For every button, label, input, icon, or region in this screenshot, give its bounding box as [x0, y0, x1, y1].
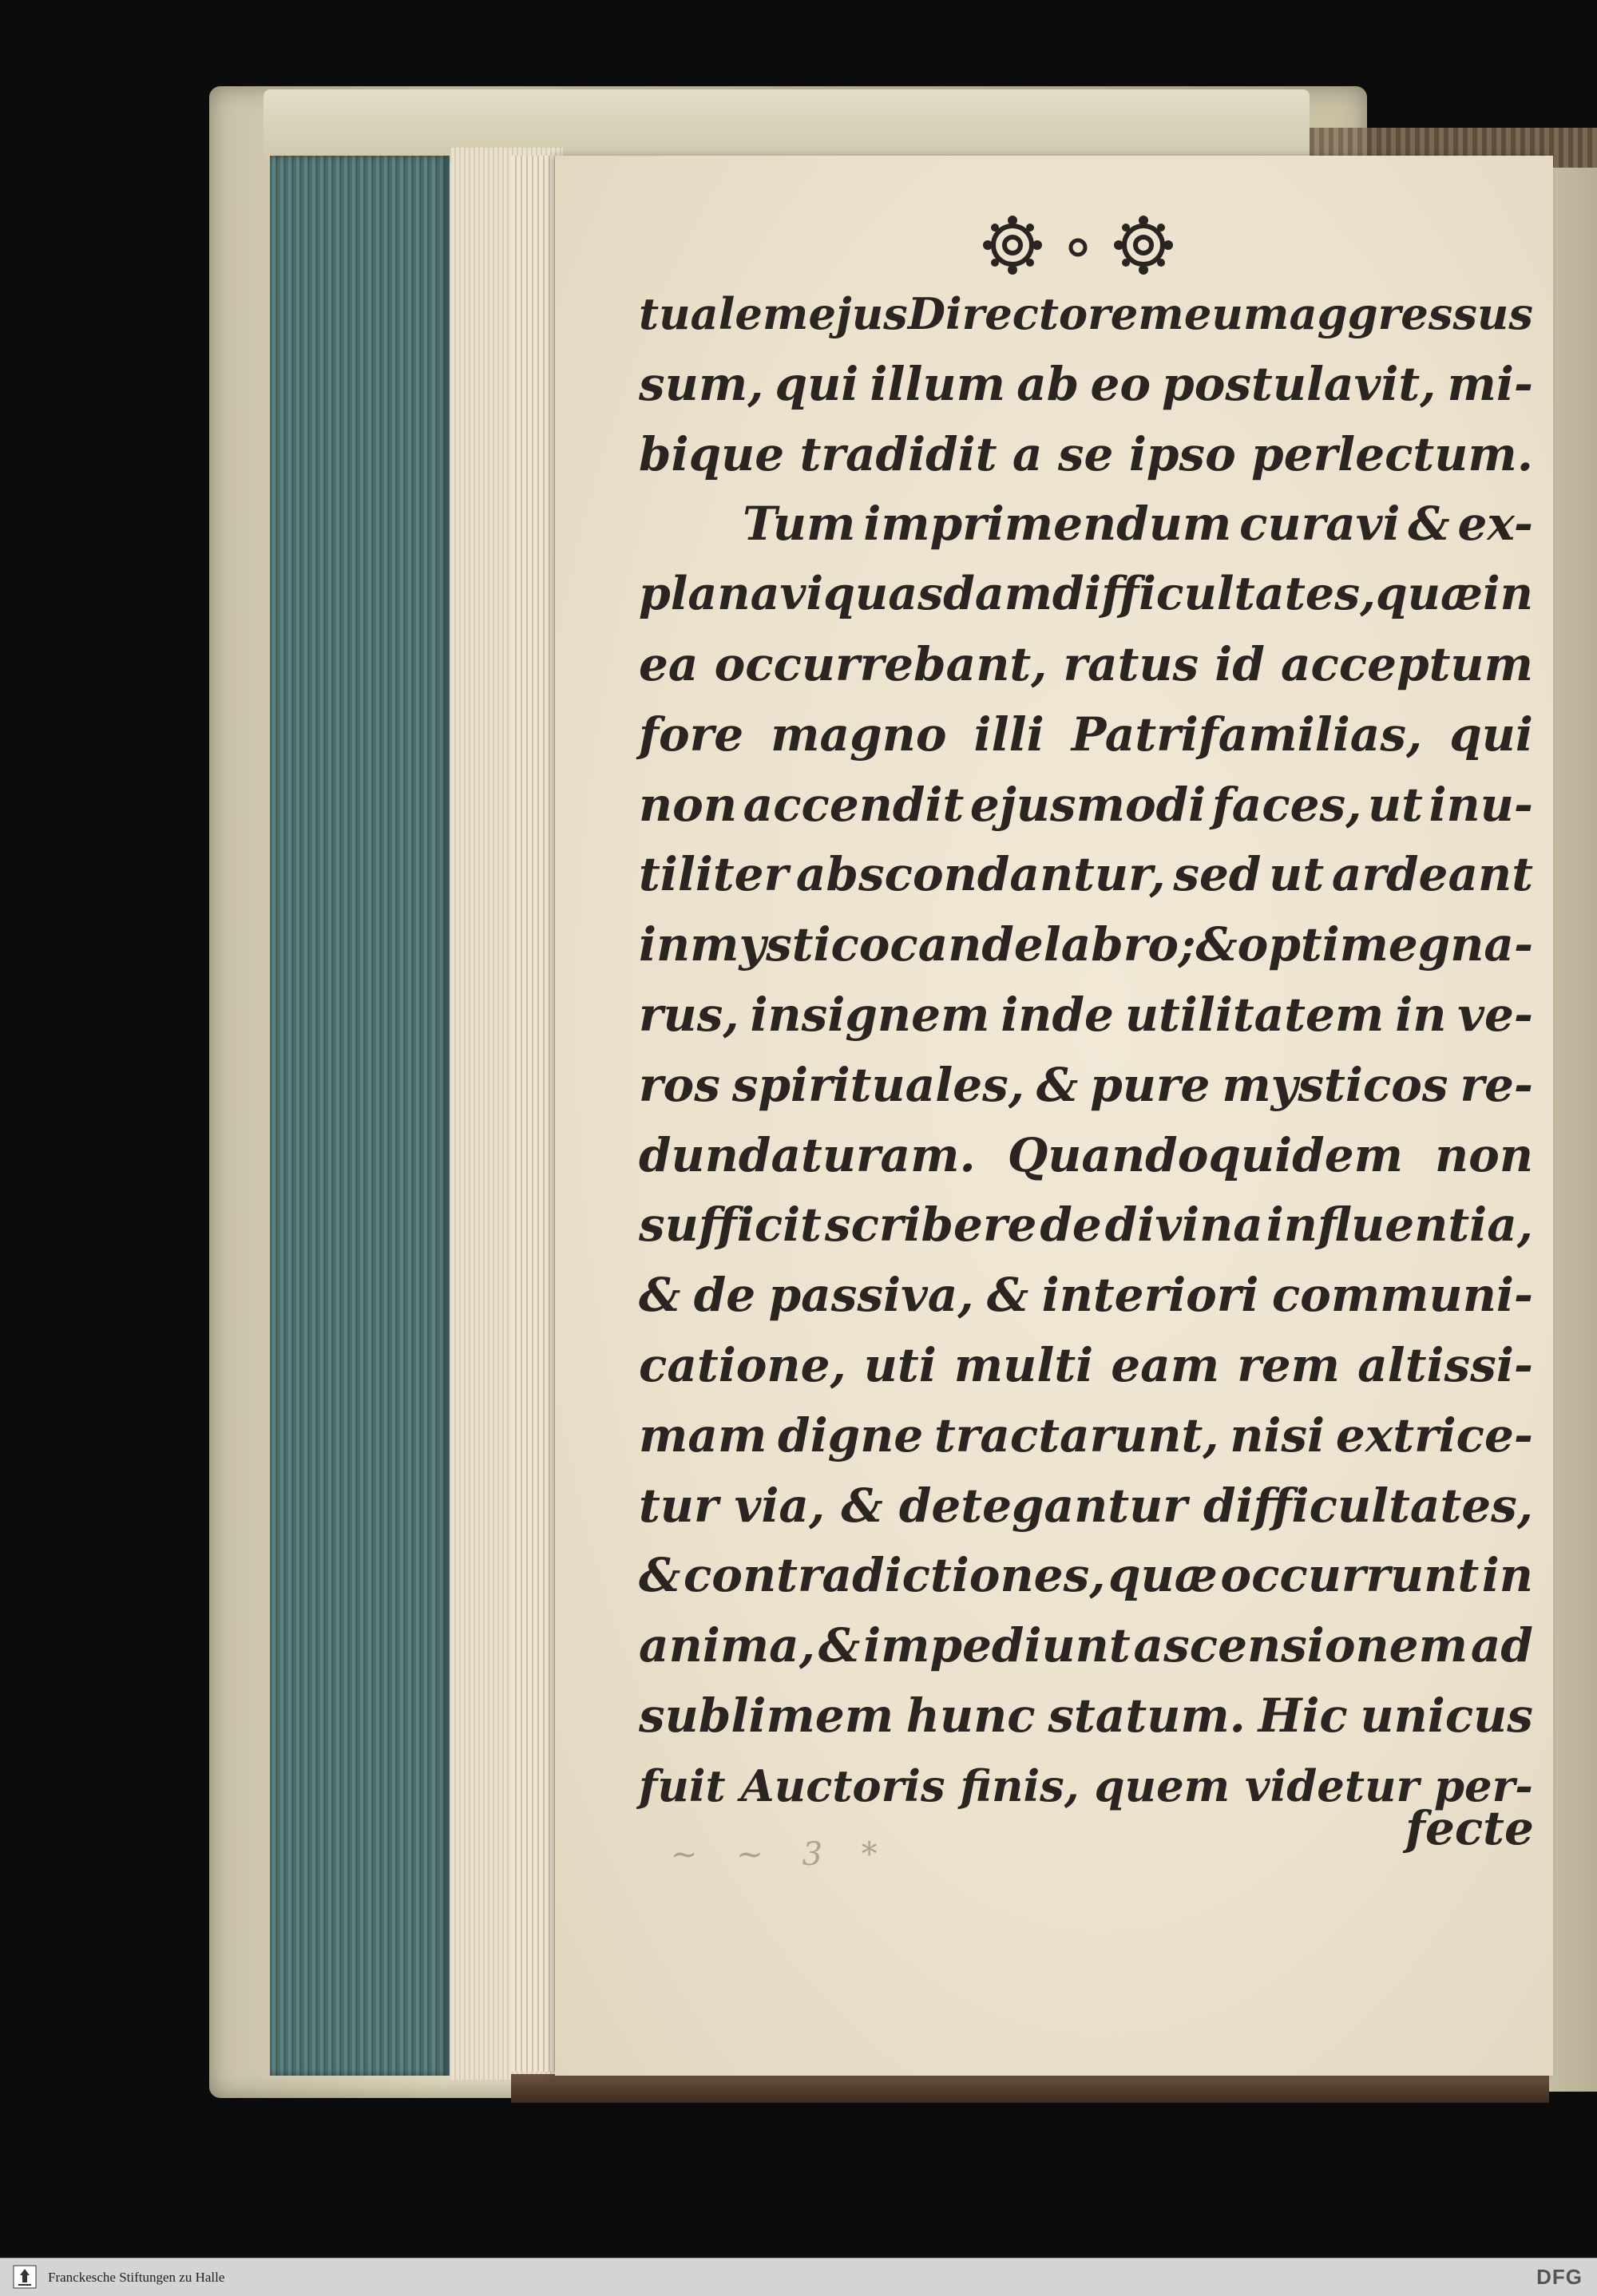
text-word: de — [1040, 1197, 1102, 1253]
text-word: sed — [1173, 847, 1262, 902]
text-word: via, — [734, 1478, 826, 1533]
text-line — [639, 910, 1533, 980]
text-word: & — [986, 1268, 1029, 1323]
text-word: ut — [1367, 777, 1423, 832]
institution-name: Franckesche Stiftungen zu Halle — [48, 2270, 225, 2285]
text-word: magno — [771, 707, 947, 762]
text-word: scribere — [824, 1197, 1037, 1253]
text-word: abscondantur, — [795, 847, 1166, 902]
text-line — [639, 1051, 1533, 1121]
text-word: tractarunt, — [933, 1407, 1219, 1463]
text-line — [639, 1401, 1533, 1471]
cover-top-edge — [264, 89, 1310, 161]
text-word: tradidit — [799, 426, 997, 481]
text-word: & — [639, 1548, 681, 1603]
dfg-logo: DFG — [1536, 2265, 1583, 2289]
text-word: altissi- — [1357, 1337, 1533, 1392]
show-through-marks: ~ ~ 3 * — [671, 1836, 892, 1873]
text-word: statum. — [1048, 1688, 1246, 1743]
text-word: detegantur — [898, 1478, 1187, 1533]
text-word: accendit — [743, 777, 965, 832]
right-cover-board — [1549, 168, 1597, 2092]
text-word: inu- — [1429, 777, 1533, 832]
text-word: mysticos — [1222, 1057, 1448, 1112]
text-word: inde — [1001, 987, 1114, 1042]
text-word: ascensionem — [1133, 1618, 1468, 1673]
text-word: eum — [1183, 288, 1290, 339]
text-line — [639, 350, 1533, 420]
text-word: illum — [870, 356, 1006, 411]
text-word: ea — [639, 636, 699, 691]
text-word: re- — [1460, 1057, 1533, 1112]
text-word: tualem — [639, 288, 809, 339]
text-line — [639, 1190, 1533, 1261]
text-word: quæ — [1108, 1548, 1218, 1603]
text-word: quæ — [1375, 568, 1484, 621]
text-word: bique — [639, 426, 785, 481]
text-word: & — [818, 1618, 861, 1673]
text-word: occurrunt — [1220, 1548, 1480, 1603]
text-word: planavi — [639, 568, 824, 621]
text-word: mam — [639, 1407, 767, 1463]
text-word: ex- — [1457, 497, 1533, 552]
bottom-board — [511, 2074, 1549, 2103]
text-word: catione, — [639, 1337, 846, 1392]
text-line — [639, 1261, 1533, 1331]
text-word: sufficit — [639, 1197, 822, 1253]
page-stack-edge — [511, 156, 559, 2072]
text-word: id — [1215, 636, 1265, 691]
text-word: in — [1395, 987, 1447, 1042]
text-word: & — [1036, 1057, 1079, 1112]
text-word: aggressus — [1289, 288, 1533, 339]
text-line — [639, 489, 1533, 560]
text-word: imprimendum — [863, 497, 1232, 552]
text-word: ejus — [808, 288, 908, 339]
text-word: anima, — [639, 1618, 815, 1673]
text-word: optime — [1237, 917, 1418, 972]
text-word: acceptum — [1280, 636, 1533, 691]
text-word: nisi — [1230, 1407, 1326, 1463]
text-line — [639, 1121, 1533, 1191]
text-word: ardeant — [1331, 847, 1533, 902]
text-word: occurrebant, — [714, 636, 1048, 691]
text-line — [639, 980, 1533, 1051]
text-word: Quandoquidem — [1007, 1127, 1403, 1182]
text-word: uti — [863, 1337, 937, 1392]
text-word: ad — [1470, 1618, 1533, 1673]
text-word: ab — [1016, 356, 1080, 411]
text-word: dundaturam. — [639, 1127, 976, 1182]
text-word: tiliter — [639, 847, 789, 902]
text-word: ejusmodi — [969, 777, 1207, 832]
catchword: fecte — [1405, 1801, 1534, 1855]
text-word: passiva, — [768, 1268, 974, 1323]
text-word: digne — [778, 1407, 924, 1463]
text-word: & — [1195, 917, 1238, 972]
text-word: & — [1408, 497, 1450, 552]
text-word: candelabro; — [890, 917, 1196, 972]
text-word: rus, — [639, 987, 739, 1042]
text-line — [639, 840, 1533, 910]
head-ornament-icon — [974, 209, 1182, 281]
text-line — [639, 279, 1533, 350]
text-word: influentia, — [1266, 1197, 1533, 1253]
text-word: Directorem — [907, 288, 1184, 339]
footer-bar — [0, 2258, 1597, 2296]
text-word: ros — [639, 1057, 720, 1112]
text-word: se — [1057, 426, 1114, 481]
text-word: in — [639, 917, 691, 972]
page-text — [639, 279, 1533, 1822]
text-word: fore — [639, 707, 744, 762]
text-word: & — [639, 1268, 681, 1323]
text-word: illi — [973, 707, 1044, 762]
text-word: quasdam — [823, 568, 1052, 621]
text-word: ratus — [1063, 636, 1199, 691]
text-word: mi- — [1447, 356, 1533, 411]
text-word: Tum — [743, 497, 856, 552]
text-word: perlectum. — [1251, 426, 1533, 481]
text-word: tur — [639, 1478, 719, 1533]
text-word: de — [693, 1268, 756, 1323]
text-word: in — [1481, 1548, 1533, 1603]
text-line — [639, 1611, 1533, 1681]
text-line — [639, 770, 1533, 841]
text-word: a — [1012, 426, 1043, 481]
text-word: gna- — [1417, 917, 1533, 972]
text-line — [639, 1471, 1533, 1542]
institution-logo-icon — [11, 2263, 38, 2290]
text-word: eo — [1090, 356, 1151, 411]
text-word: qui — [775, 356, 859, 411]
text-word: difficultates, — [1203, 1478, 1533, 1533]
text-word: ut — [1269, 847, 1325, 902]
text-word: eam — [1111, 1337, 1220, 1392]
text-word: faces, — [1211, 777, 1362, 832]
text-word: communi- — [1271, 1268, 1533, 1323]
text-word: postulavit, — [1162, 356, 1437, 411]
text-word: non — [639, 777, 738, 832]
text-word: extrice- — [1335, 1407, 1533, 1463]
text-word: Patrifamilias, — [1071, 707, 1423, 762]
text-word: ve- — [1457, 987, 1533, 1042]
text-word: difficultates, — [1052, 568, 1376, 621]
text-word: mystico — [690, 917, 890, 972]
text-word: pure — [1090, 1057, 1211, 1112]
text-word: contradictiones, — [683, 1548, 1106, 1603]
text-line — [639, 420, 1533, 490]
text-word: interiori — [1041, 1268, 1259, 1323]
text-word: & — [841, 1478, 883, 1533]
text-line — [639, 1541, 1533, 1611]
text-word: sublimem — [639, 1688, 894, 1743]
text-word: non — [1434, 1127, 1533, 1182]
text-line — [639, 1331, 1533, 1401]
text-word: spirituales, — [731, 1057, 1024, 1112]
text-line — [639, 1681, 1533, 1752]
text-line — [639, 630, 1533, 700]
text-word: qui — [1449, 707, 1533, 762]
text-word: divina — [1104, 1197, 1263, 1253]
text-word: in — [1483, 568, 1533, 621]
text-word: multi — [953, 1337, 1094, 1392]
text-line — [639, 560, 1533, 630]
text-word: unicus — [1360, 1688, 1533, 1743]
text-word: utilitatem — [1124, 987, 1385, 1042]
text-word: rem — [1237, 1337, 1341, 1392]
text-line — [639, 700, 1533, 770]
text-word: hunc — [905, 1688, 1036, 1743]
text-word: Hic — [1258, 1688, 1348, 1743]
text-word: sum, — [639, 356, 764, 411]
text-line: fuit Auctoris finis, quem videtur per- — [639, 1760, 1533, 1811]
fore-edge — [270, 156, 450, 2076]
text-word: ipso — [1128, 426, 1236, 481]
text-word: insignem — [750, 987, 990, 1042]
text-word: curavi — [1239, 497, 1401, 552]
text-word: impediunt — [863, 1618, 1131, 1673]
